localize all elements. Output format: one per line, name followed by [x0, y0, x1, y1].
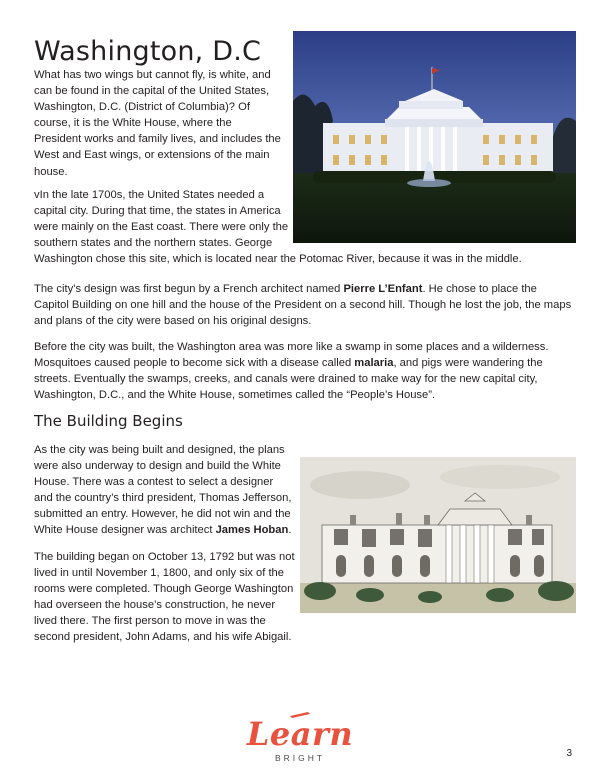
paragraph-text: The city’s design was first begun by a French architect named [34, 283, 344, 295]
architect-name: Pierre L’Enfant [343, 283, 423, 295]
learn-bright-logo [240, 716, 360, 768]
paragraph-line: were mainly on the East coast. There were only the [34, 221, 289, 234]
swamp-paragraph [34, 339, 574, 403]
disease-name: malaria [354, 357, 394, 370]
paragraph-line: vIn the late 1700s, the United States needed a [34, 189, 265, 201]
paragraph-line: southern states and the northern states. George [34, 237, 273, 250]
paragraph-text: . [288, 524, 292, 537]
logo-subtitle: BRIGHT [274, 753, 326, 763]
capital-history-paragraph [34, 187, 574, 267]
white-house-engraving [300, 457, 576, 613]
paragraph-text: , and pigs were wandering the streets. Eventually the swamps, creeks, and canals were drained to make way for the new capital city, Washington, D.C., and the White House, sometimes called the “People’s House”. [34, 357, 543, 402]
paragraph-line: capital city. During that time, the states in America [34, 205, 281, 218]
page-number: 3 [566, 748, 572, 759]
intro-paragraph: What has two wings but cannot fly, is white, and can be found in the capital of the United States, Washington, D.C. (District of Columbia)? Of course, it is the White House, where the President works and family lives, and includes the West and East wings, or extensions of the main house. [34, 69, 281, 178]
paragraph-text: As the city was being built and designed, the plans were also underway to design and build the White House. There was a contest to select a designer and the country’s third president, Thomas Jefferson, submitted an entry. However, he did not win and the White House designer was architect [34, 444, 292, 537]
page-title: Washington, D.C [34, 36, 262, 67]
designer-name: James Hoban [215, 524, 289, 537]
design-contest-paragraph [34, 442, 294, 539]
paragraph-line: Washington chose this site, which is located near the Potomac River, because it was in the middle. [34, 253, 522, 266]
construction-paragraph: The building began on October 13, 1792 but was not lived in until November 1, 1800, and only six of the rooms were completed. Though George Washington had overseen the house’s construction, he never lived there. The first person to move in was the second president, John Adams, and his wife Abigail. [34, 551, 295, 644]
paragraph-text: . He chose to place the Capitol Building on one hill and the house of the President on a second hill. Though he lost the job, the maps and plans of the city were based on his original designs. [34, 283, 572, 328]
city-design-paragraph [34, 281, 574, 329]
paragraph-text: Before the city was built, the Washington area was more like a swamp in some places and a wilderness. Mosquitoes caused people to become sick with a disease called [34, 341, 549, 370]
logo-word: Learn [246, 715, 354, 753]
section-title: The Building Begins [34, 412, 183, 430]
